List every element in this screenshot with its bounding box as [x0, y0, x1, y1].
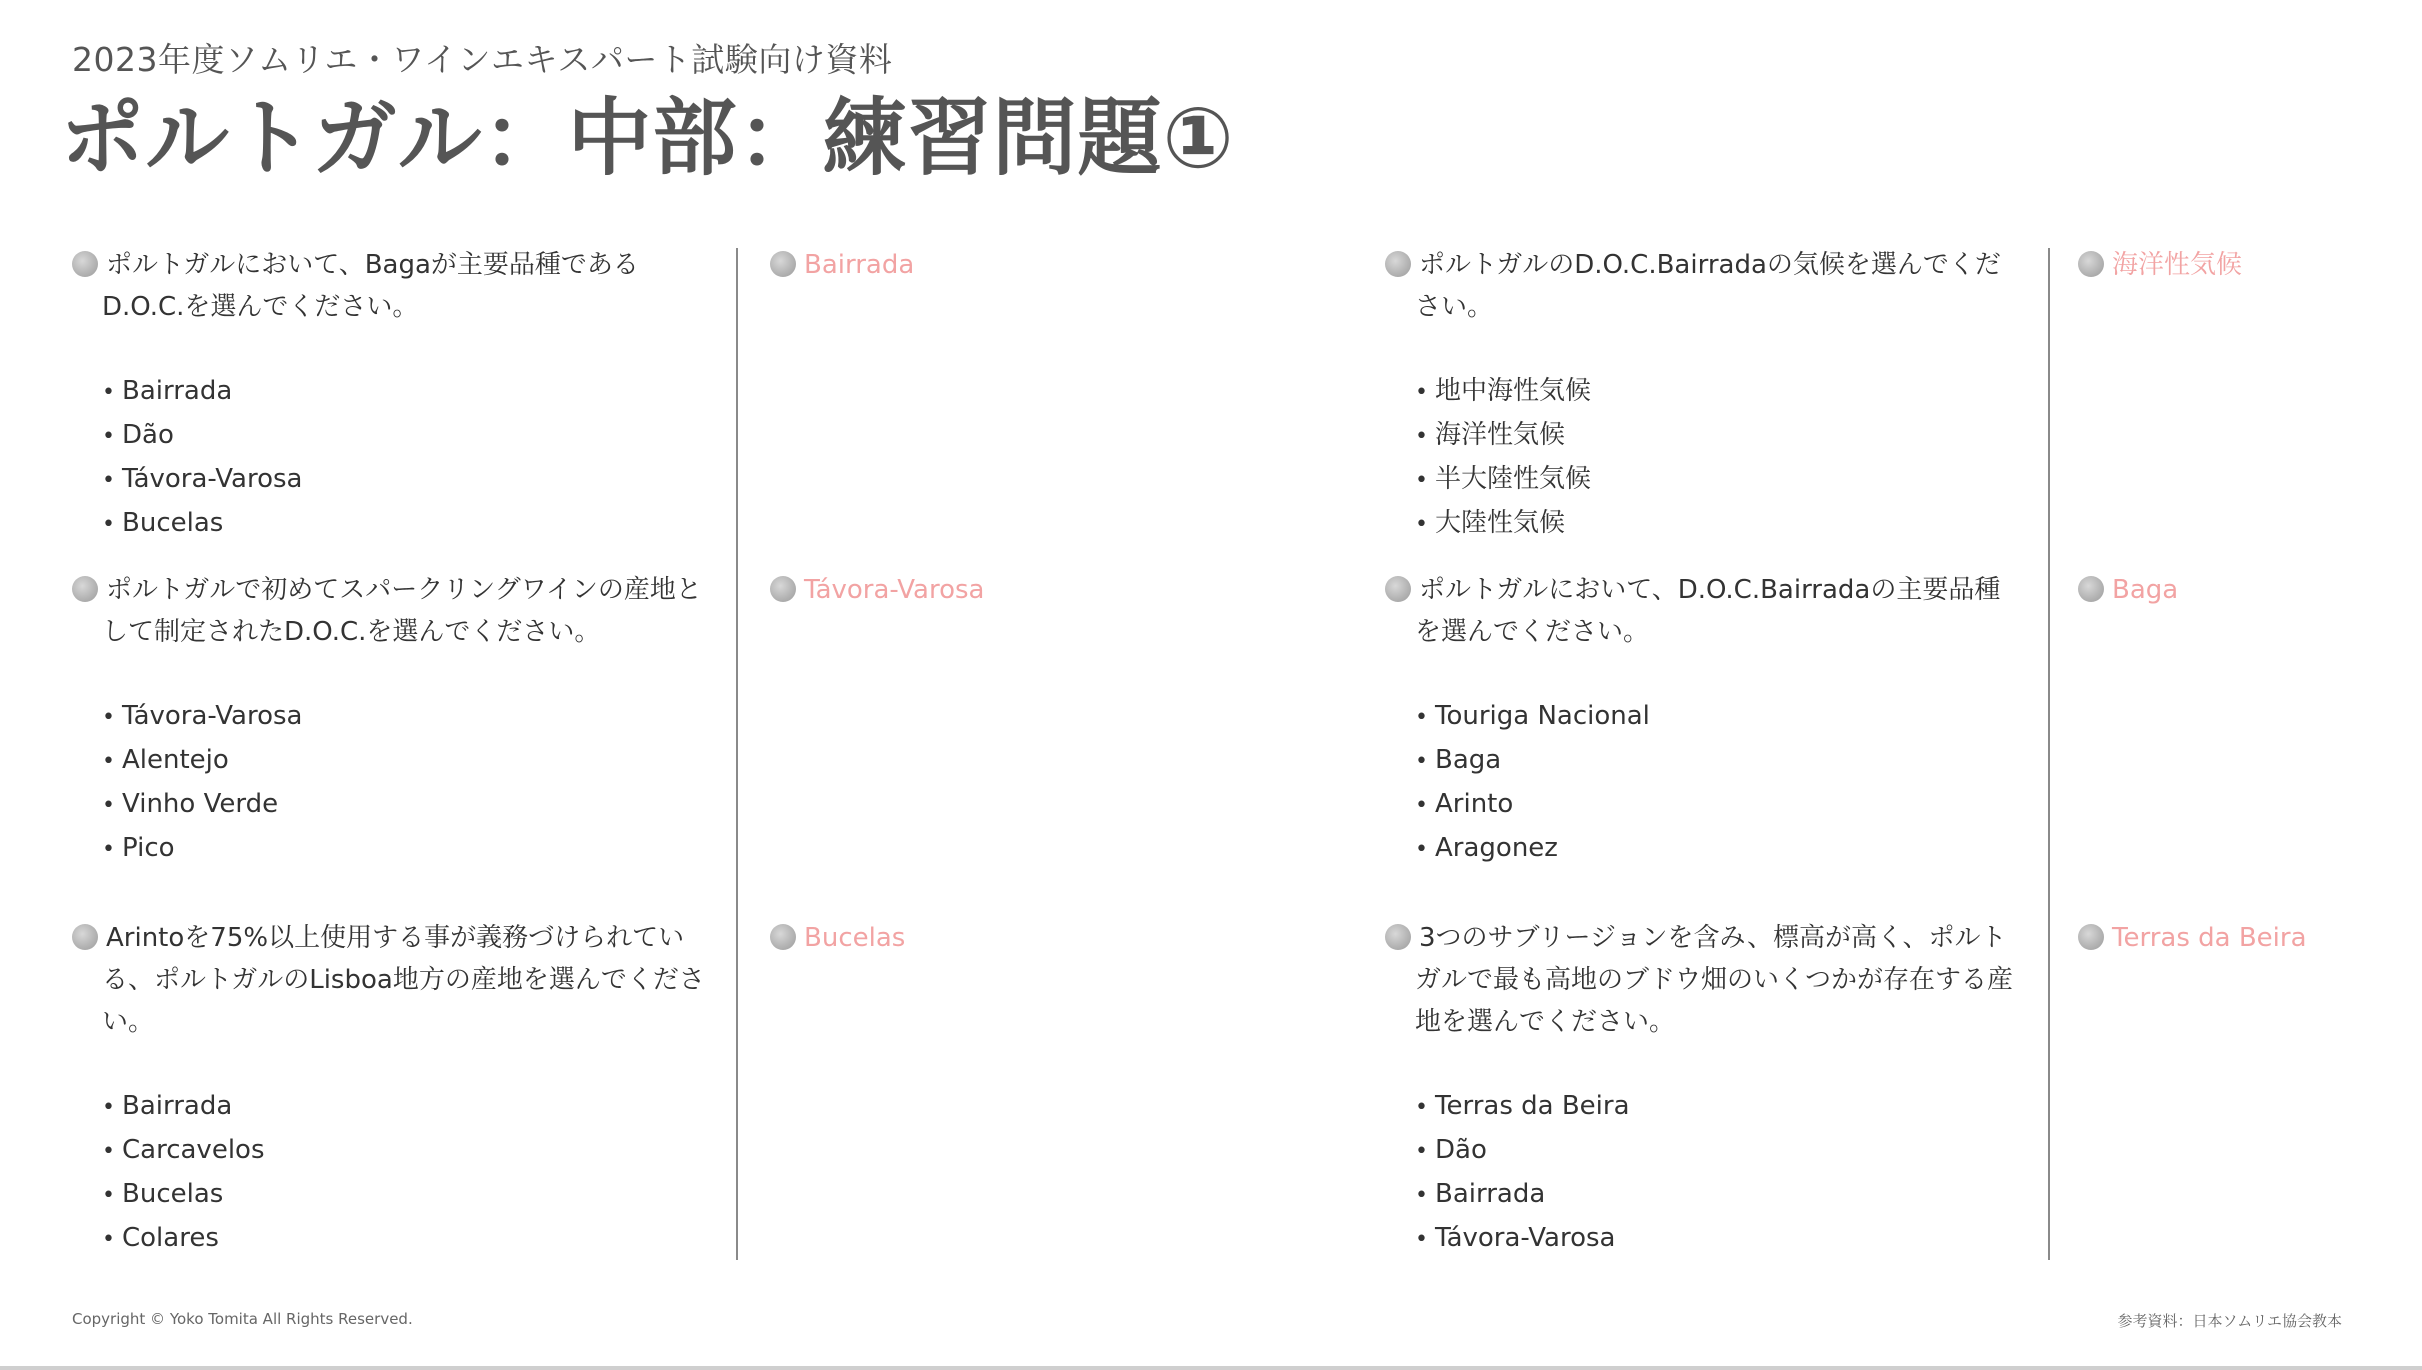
- option-list: [1385, 370, 2025, 546]
- option-item: • 地中海性気候: [1415, 376, 1592, 406]
- question-text: ポルトガルのD.O.C.Bairradaの気候を選んでください。: [1385, 244, 2025, 328]
- answer: Baga: [2078, 569, 2178, 611]
- bullet-circle-icon: [72, 924, 98, 950]
- option-item: • Baga: [1415, 745, 1502, 775]
- reference-note: 参考資料：日本ソムリエ協会教本: [2117, 1312, 2342, 1330]
- bullet-circle-icon: [72, 251, 98, 277]
- question-block: [1385, 569, 2025, 871]
- subtitle: 2023年度ソムリエ・ワインエキスパート試験向け資料: [72, 40, 893, 79]
- option-item: • Colares: [102, 1223, 219, 1253]
- answer: Terras da Beira: [2078, 917, 2307, 959]
- bullet-circle-icon: [1385, 251, 1411, 277]
- bullet-circle-icon: [770, 924, 796, 950]
- bullet-circle-icon: [2078, 924, 2104, 950]
- option-item: • Bairrada: [102, 376, 233, 406]
- option-item: • Távora-Varosa: [102, 464, 303, 494]
- bullet-circle-icon: [72, 576, 98, 602]
- bullet-circle-icon: [1385, 576, 1411, 602]
- option-item: • Bucelas: [102, 508, 224, 538]
- option-item: • Bucelas: [102, 1179, 224, 1209]
- bullet-circle-icon: [2078, 576, 2104, 602]
- option-list: [1385, 1085, 2025, 1261]
- answer: Bairrada: [770, 244, 914, 286]
- bottom-border: [0, 1366, 2422, 1370]
- question-block: [72, 244, 712, 546]
- bullet-circle-icon: [2078, 251, 2104, 277]
- question-block: [72, 569, 712, 871]
- answer: Távora-Varosa: [770, 569, 985, 611]
- option-item: • Vinho Verde: [102, 789, 279, 819]
- question-block: [72, 917, 712, 1261]
- bullet-circle-icon: [770, 251, 796, 277]
- option-item: • 大陸性気候: [1415, 508, 1566, 538]
- question-block: [1385, 917, 2025, 1261]
- option-item: • Bairrada: [102, 1091, 233, 1121]
- copyright-notice: Copyright © Yoko Tomita All Rights Reserved.: [72, 1310, 413, 1328]
- answer: Bucelas: [770, 917, 905, 959]
- option-item: • Távora-Varosa: [1415, 1223, 1616, 1253]
- page-title: ポルトガル：中部：練習問題①: [60, 89, 1235, 187]
- option-item: • Carcavelos: [102, 1135, 265, 1165]
- option-list: [1385, 695, 2025, 871]
- option-item: • 海洋性気候: [1415, 420, 1566, 450]
- bullet-circle-icon: [770, 576, 796, 602]
- option-item: • Pico: [102, 833, 175, 863]
- answer: 海洋性気候: [2078, 244, 2242, 286]
- question-block: [1385, 244, 2025, 546]
- question-text: ポルトガルで初めてスパークリングワインの産地として制定されたD.O.C.を選んでください。: [72, 569, 712, 653]
- option-item: • Távora-Varosa: [102, 701, 303, 731]
- option-item: • Dão: [1415, 1135, 1487, 1165]
- option-list: [72, 695, 712, 871]
- option-item: • Bairrada: [1415, 1179, 1546, 1209]
- option-list: [72, 370, 712, 546]
- bullet-circle-icon: [1385, 924, 1411, 950]
- question-text: 3つのサブリージョンを含み、標高が高く、ポルトガルで最も高地のブドウ畑のいくつかが存在する産地を選んでください。: [1385, 917, 2025, 1043]
- question-text: Arintoを75%以上使用する事が義務づけられている、ポルトガルのLisboa地方の産地を選んでください。: [72, 917, 712, 1043]
- column-divider-right: [2048, 248, 2050, 1260]
- question-text: ポルトガルにおいて、Bagaが主要品種であるD.O.C.を選んでください。: [72, 244, 712, 328]
- option-item: • Alentejo: [102, 745, 229, 775]
- option-item: • 半大陸性気候: [1415, 464, 1592, 494]
- column-divider-left: [736, 248, 738, 1260]
- question-text: ポルトガルにおいて、D.O.C.Bairradaの主要品種を選んでください。: [1385, 569, 2025, 653]
- option-item: • Touriga Nacional: [1415, 701, 1650, 731]
- option-item: • Aragonez: [1415, 833, 1558, 863]
- option-item: • Arinto: [1415, 789, 1514, 819]
- option-list: [72, 1085, 712, 1261]
- option-item: • Dão: [102, 420, 174, 450]
- option-item: • Terras da Beira: [1415, 1091, 1630, 1121]
